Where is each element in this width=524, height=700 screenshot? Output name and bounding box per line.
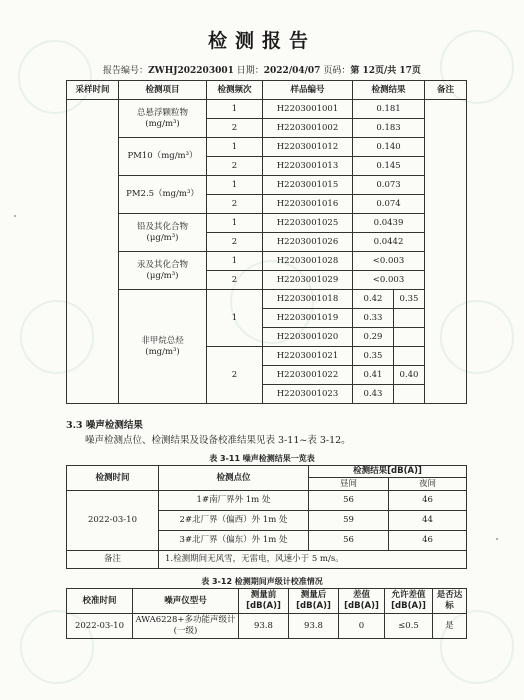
table-row: 非甲烷总烃 (mg/m³) 1 H2203001018 0.42 0.35: [67, 290, 467, 309]
report-date: 2022/04/07: [263, 66, 321, 76]
table-row: H2203001019 0.33: [67, 309, 467, 328]
table-row: 总悬浮颗粒物 (mg/m³) 1 H2203001001 0.181: [67, 100, 467, 119]
table-row: PM2.5（mg/m³） 1 H2203001015 0.073: [67, 176, 467, 195]
scan-speck: [14, 215, 16, 217]
table-row: 2#北厂界（偏西）外 1m 处 59 44: [67, 511, 467, 531]
table-row: H2203001020 0.29: [67, 328, 467, 347]
table-row: 2 H2203001013 0.145: [67, 157, 467, 176]
remark-cell: [425, 100, 467, 404]
table-row: 备注 1.检测期间无风雪，无雷电，风速小于 5 m/s。: [67, 551, 467, 569]
table-row: 3#北厂界（偏东）外 1m 处 56 46: [67, 531, 467, 551]
item-cell: 汞及其化合物 (μg/m³): [119, 252, 207, 290]
item-cell: PM10（mg/m³）: [119, 138, 207, 176]
report-meta: 报告编号：ZWHJ202203001 日期：2022/04/07 页码：第 12页/共 17页: [103, 66, 421, 76]
table-row: 2 H2203001002 0.183: [67, 119, 467, 138]
report-number: ZWHJ202203001: [148, 66, 234, 76]
item-cell: 非甲烷总烃 (mg/m³): [119, 290, 207, 404]
table-row: 铅及其化合物 (μg/m³) 1 H2203001025 0.0439: [67, 214, 467, 233]
item-cell: PM2.5（mg/m³）: [119, 176, 207, 214]
avg-cell: 0.40: [399, 370, 419, 380]
page-number: 第 12页/共 17页: [350, 66, 421, 76]
scan-speck: [496, 538, 498, 540]
table-caption: 表 3-12 检测期间声级计校准情况: [201, 577, 323, 586]
report-title: 检测报告: [207, 30, 316, 52]
table-row: 2 H2203001029 <0.003: [67, 271, 467, 290]
item-cell: 铅及其化合物 (μg/m³): [119, 214, 207, 252]
table-row: H2203001022 0.41 0.40: [67, 366, 467, 385]
table-caption: 表 3-11 噪声检测结果一览表: [209, 454, 315, 463]
air-results-table: [66, 80, 467, 404]
table-row: 2022-03-10 1#南厂界外 1m 处 56 46: [67, 491, 467, 511]
table-row: H2203001023 0.43: [67, 385, 467, 404]
table-header-row: 采样时间 检测项目 检测频次 样品编号 检测结果 备注: [67, 81, 467, 100]
noise-results-table: 检测时间 检测点位 检测结果[dB(A)] 昼间 夜间 2022-03-10 1#南厂界外 1m 处 56 46 2#北厂界（偏西）外 1m 处 59 44 3#北厂界（偏东）外 1m 处 56 46 备注 1.检测期间无风雪，无雷电，风速小于 5 m/s。: [66, 465, 467, 569]
table-row: 2 H2203001016 0.074: [67, 195, 467, 214]
section-heading: 3.3 噪声检测结果: [66, 420, 143, 431]
sampling-time-cell: [67, 100, 119, 404]
calibration-table: 校准时间 噪声仪型号 测量前 [dB(A)] 测量后 [dB(A)] 差值 [dB(A)] 允许差值 [dB(A)] 是否达标 2022-03-10 AWA6228+多功能声级计(一级) 93.8 93.8 0 ≤0.5 是: [66, 588, 467, 639]
section-paragraph: 噪声检测点位、检测结果及设备校准结果见表 3-11~表 3-12。: [85, 435, 351, 446]
table-row: 2 H2203001026 0.0442: [67, 233, 467, 252]
table-row: 2 H2203001021 0.35: [67, 347, 467, 366]
table-row: PM10（mg/m³） 1 H2203001012 0.140: [67, 138, 467, 157]
table-row: 汞及其化合物 (μg/m³) 1 H2203001028 <0.003: [67, 252, 467, 271]
avg-cell: 0.35: [399, 294, 419, 304]
table-row: 2022-03-10 AWA6228+多功能声级计(一级) 93.8 93.8 0 ≤0.5 是: [67, 614, 467, 639]
item-cell: 总悬浮颗粒物 (mg/m³): [119, 100, 207, 138]
